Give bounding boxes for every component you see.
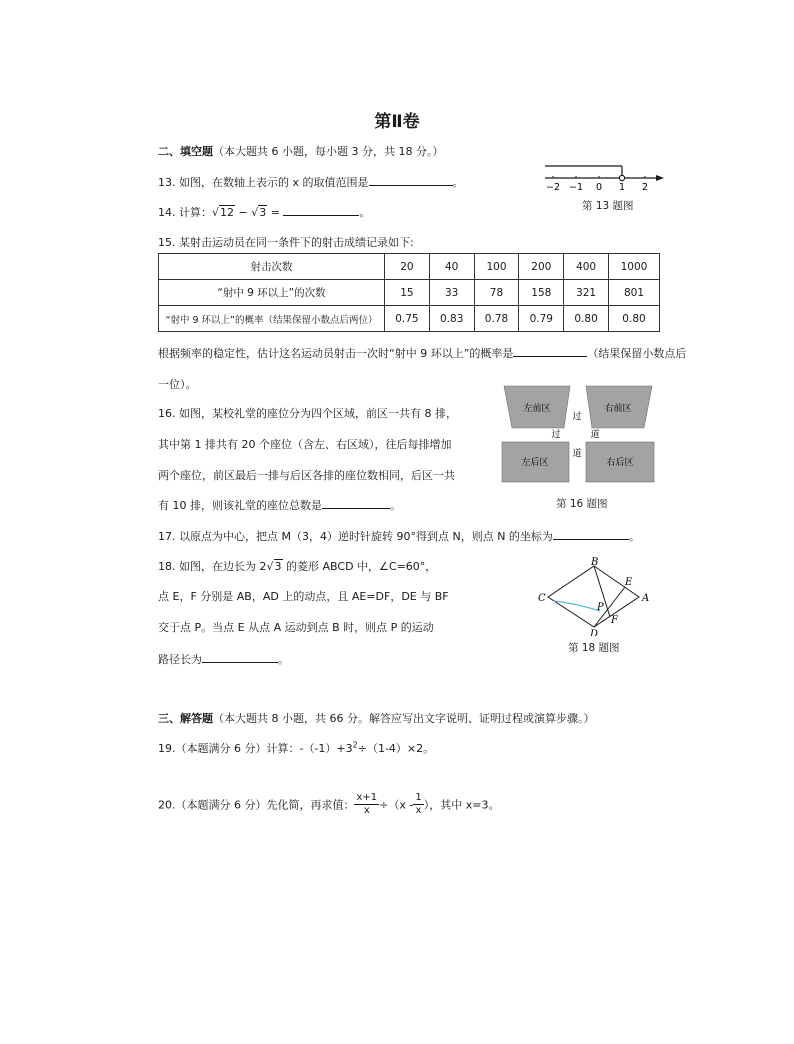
table-cell: 射击次数 — [159, 254, 385, 280]
sqrt-3: √3 — [266, 560, 282, 573]
tick-label: 0 — [595, 182, 603, 193]
sqrt-12: √12 — [212, 206, 235, 219]
table-cell: 100 — [474, 254, 519, 280]
q15-followup — [158, 345, 686, 361]
q15-answer-blank[interactable] — [513, 345, 587, 357]
number-line-figure — [540, 160, 670, 194]
table-row — [159, 254, 660, 280]
q15-intro: 15. 某射击运动员在同一条件下的射击成绩记录如下: — [158, 236, 414, 249]
aisle-label: 过 — [572, 412, 582, 422]
section3-header — [158, 710, 594, 726]
q18-line-1b: 的菱形 ABCD 中，∠C=60°， — [282, 560, 437, 573]
label-d: D — [590, 629, 599, 636]
back-left-label: 左后区 — [521, 458, 549, 468]
q13-answer-blank[interactable] — [369, 174, 453, 186]
q13-text: 13. 如图，在数轴上表示的 x 的取值范围是 — [158, 176, 369, 189]
table-cell: 200 — [519, 254, 564, 280]
section3-heading: 三、解答题 — [158, 712, 213, 725]
label-e: E — [625, 577, 633, 588]
q18-caption: 第 18 题图 — [568, 642, 620, 654]
shooting-record-table — [158, 253, 660, 332]
q18-line-4-text: 路径长为 — [158, 653, 202, 666]
table-cell: 0.79 — [519, 306, 564, 332]
table-cell: 78 — [474, 280, 519, 306]
q18-line-3: 交于点 P。当点 E 从点 A 运动到点 B 时，则点 P 的运动 — [158, 621, 434, 634]
front-right-label: 右前区 — [604, 404, 632, 414]
label-b: B — [591, 557, 599, 568]
table-row — [159, 306, 660, 332]
table-cell: “射中 9 环以上”的次数 — [159, 280, 385, 306]
q20-text-b: ），其中 x=3。 — [423, 798, 500, 812]
table-cell: 1000 — [608, 254, 659, 280]
table-cell: “射中 9 环以上”的概率（结果保留小数点后两位） — [159, 306, 385, 332]
tick-label: −2 — [545, 182, 561, 193]
q19-text-b: ÷（1-4）×2。 — [357, 742, 435, 755]
open-circle-point — [619, 175, 624, 180]
q20-text-a: 20.（本题满分 6 分）先化简，再求值： — [158, 798, 355, 812]
question-17: 17. 以原点为中心，把点 M（3，4）逆时针旋转 90°得到点 N，则点 N 的坐标为 。 — [158, 530, 640, 543]
q14-prefix: 14. 计算： — [158, 206, 212, 219]
q15-followup-b: （结果保留小数点后 — [587, 347, 687, 360]
section2-note: （本大题共 6 小题，每小题 3 分，共 18 分。） — [213, 145, 444, 158]
q14-minus: − — [238, 206, 248, 219]
table-cell: 321 — [564, 280, 609, 306]
q19-exponent: 2 — [352, 740, 358, 750]
q16-line-4: 有 10 排，则该礼堂的座位总数是 。 — [158, 499, 401, 512]
aisle-label: 道 — [590, 430, 600, 440]
table-cell: 801 — [608, 280, 659, 306]
q20-operator: ÷（x - — [379, 798, 414, 812]
q18-line-1 — [158, 558, 436, 574]
q17-answer-blank[interactable] — [553, 528, 629, 540]
q15-followup-a: 根据频率的稳定性，估计这名运动员射击一次时“射中 9 环以上”的概率是 — [158, 347, 514, 360]
q17-text: 17. 以原点为中心，把点 M（3，4）逆时针旋转 90°得到点 N，则点 N 的坐标为 — [158, 530, 553, 543]
q18-line-1a: 18. 如图，在边长为 2 — [158, 560, 267, 573]
q18-line-2: 点 E，F 分别是 AB，AD 上的动点，且 AE=DF，DE 与 BF — [158, 590, 449, 603]
label-c: C — [538, 593, 546, 604]
page-title: 第Ⅱ卷 — [374, 112, 420, 132]
fraction-x-plus-1-over-x: $\frac{x+1}{x}$ — [356, 792, 378, 816]
fraction-1-over-x: $\frac{1}{x}$ — [415, 792, 422, 816]
tick-label: 2 — [641, 182, 649, 193]
section3-note: （本大题共 8 小题，共 66 分。解答应写出文字说明、证明过程或演算步骤。） — [213, 712, 595, 725]
tick-label: 1 — [618, 182, 626, 193]
q13-caption: 第 13 题图 — [582, 200, 634, 212]
arrow-right-icon — [656, 175, 664, 181]
question-14: 14. 计算：√12 − √3 = 。 — [158, 206, 371, 219]
question-13: 13. 如图，在数轴上表示的 x 的取值范围是 。 — [158, 176, 464, 189]
question-19 — [158, 740, 434, 756]
rhombus-abcd — [548, 566, 639, 627]
table-cell: 0.75 — [385, 306, 430, 332]
label-f: F — [611, 615, 618, 626]
aisle-label: 道 — [572, 449, 582, 459]
q14-equals: = — [270, 206, 280, 219]
q16-line-2: 其中第 1 排共有 20 个座位（含左、右区域），往后每排增加 — [158, 438, 452, 451]
q19-text-a: 19.（本题满分 6 分）计算：-（-1）+3 — [158, 742, 353, 755]
label-p: P — [597, 602, 604, 613]
table-cell: 33 — [429, 280, 474, 306]
q14-answer-blank[interactable] — [283, 204, 359, 216]
section2-heading: 二、填空题 — [158, 145, 213, 158]
label-a: A — [642, 593, 650, 604]
q16-caption: 第 16 题图 — [556, 498, 608, 510]
table-cell: 400 — [564, 254, 609, 280]
q18-answer-blank[interactable] — [202, 651, 278, 663]
section2-header — [158, 143, 443, 159]
table-cell: 0.78 — [474, 306, 519, 332]
front-left-label: 左前区 — [523, 404, 551, 414]
rhombus-figure — [534, 556, 658, 636]
question-20 — [158, 792, 499, 817]
table-cell: 15 — [385, 280, 430, 306]
table-cell: 40 — [429, 254, 474, 280]
tick-label: −1 — [568, 182, 584, 193]
q16-line-1: 16. 如图，某校礼堂的座位分为四个区域，前区一共有 8 排， — [158, 407, 457, 420]
q16-answer-blank[interactable] — [322, 497, 390, 509]
table-cell: 0.83 — [429, 306, 474, 332]
table-cell: 158 — [519, 280, 564, 306]
table-row — [159, 280, 660, 306]
q18-line-4: 路径长为 。 — [158, 653, 289, 666]
q15-followup-c: 一位）。 — [158, 378, 197, 391]
aisle-label: 过 — [551, 430, 561, 440]
table-cell: 20 — [385, 254, 430, 280]
sqrt-3: √3 — [251, 206, 267, 219]
q16-line-4-text: 有 10 排，则该礼堂的座位总数是 — [158, 499, 322, 512]
auditorium-figure — [498, 384, 658, 488]
table-cell: 0.80 — [564, 306, 609, 332]
q16-line-3: 两个座位，前区最后一排与后区各排的座位数相同，后区一共 — [158, 469, 455, 482]
table-cell: 0.80 — [608, 306, 659, 332]
back-right-label: 右后区 — [606, 458, 634, 468]
